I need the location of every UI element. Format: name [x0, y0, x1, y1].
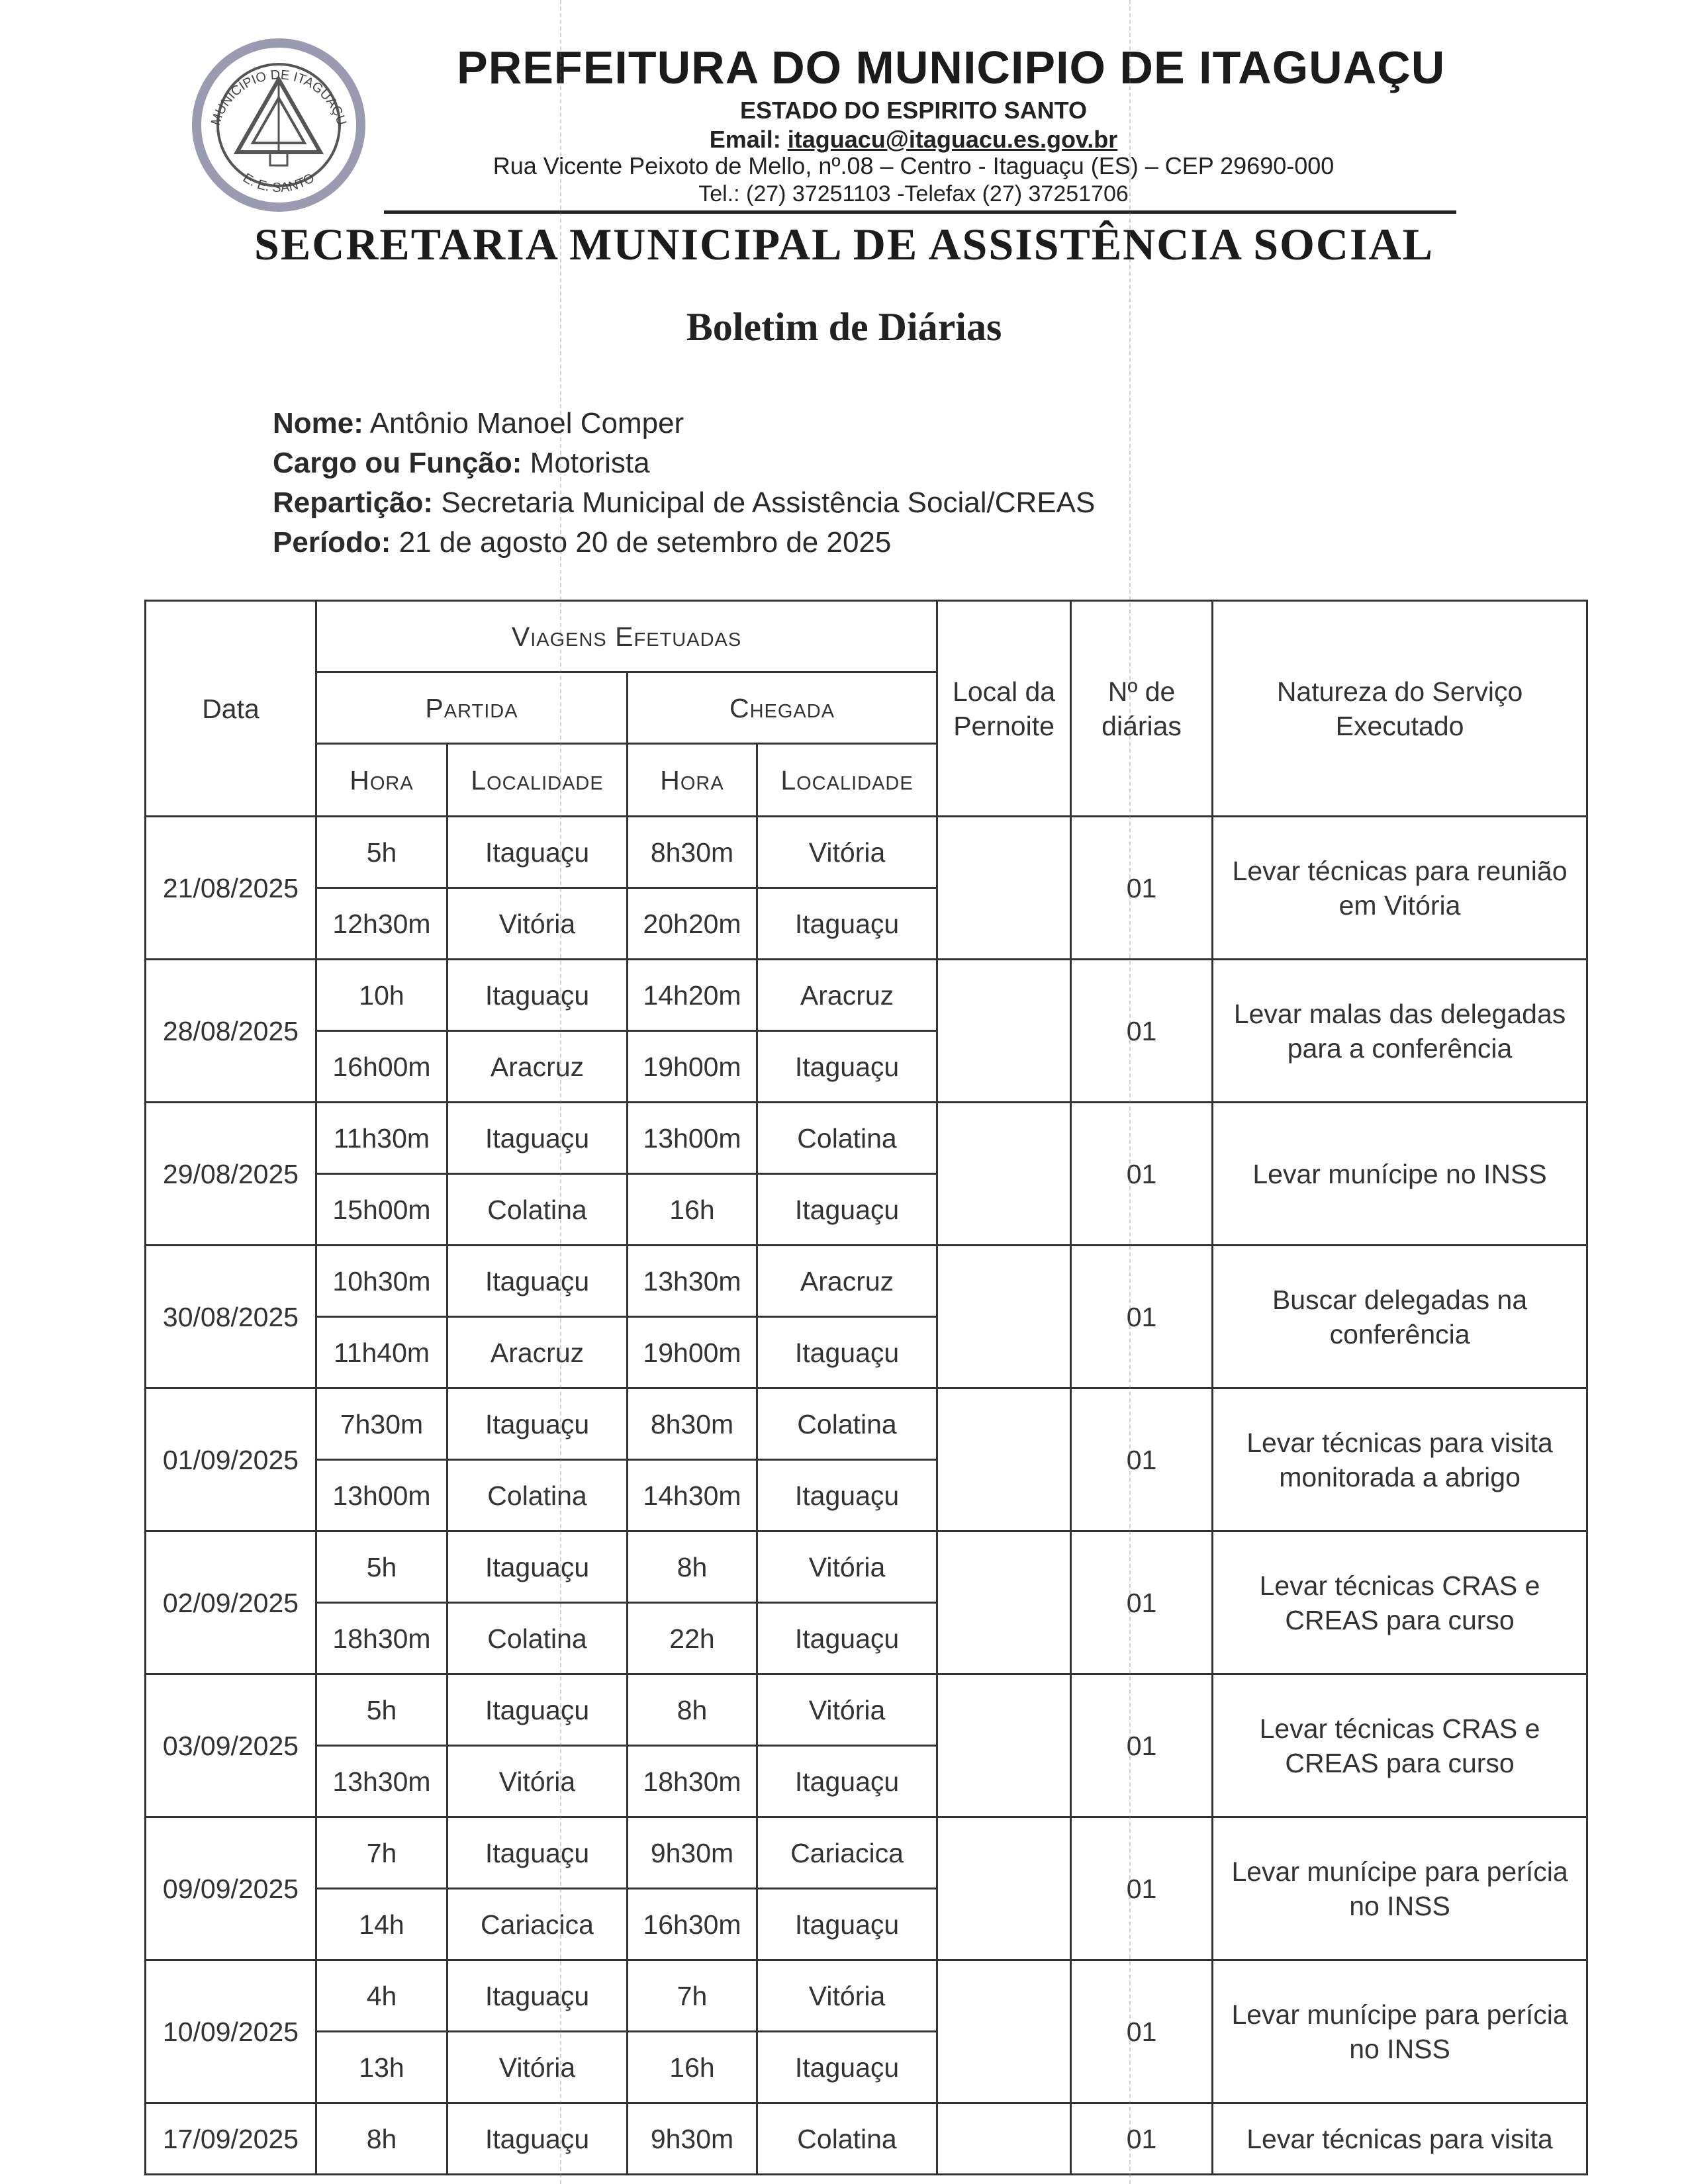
cargo-label: Cargo ou Função:: [273, 447, 522, 479]
col-header-partida: Partida: [316, 672, 628, 744]
email-link[interactable]: itaguacu@itaguacu.es.gov.br: [787, 126, 1118, 153]
cell-partida-localidade: Itaguaçu: [447, 1246, 628, 1317]
col-header-chegada: Chegada: [628, 672, 937, 744]
cell-partida-localidade: Itaguaçu: [447, 960, 628, 1031]
scan-fold-line: [560, 0, 561, 2184]
nome-label: Nome:: [273, 407, 363, 439]
cell-chegada-localidade: Vitória: [757, 1531, 937, 1603]
cell-local-pernoite: [937, 1960, 1071, 2103]
cell-chegada-hora: 8h: [628, 1674, 757, 1746]
cell-data: 29/08/2025: [146, 1103, 316, 1246]
cell-chegada-localidade: Itaguaçu: [757, 1174, 937, 1246]
cell-partida-hora: 18h30m: [316, 1603, 447, 1674]
cell-local-pernoite: [937, 1531, 1071, 1674]
cell-chegada-hora: 16h30m: [628, 1889, 757, 1960]
email-label: Email:: [709, 126, 781, 153]
seal-text-bottom: E. E. SANTO: [240, 170, 317, 196]
nome-line: [273, 404, 1095, 443]
cell-local-pernoite: [937, 2103, 1071, 2175]
cell-chegada-hora: 18h30m: [628, 1746, 757, 1817]
cell-num-diarias: 01: [1071, 817, 1213, 960]
cell-partida-localidade: Aracruz: [447, 1031, 628, 1103]
cell-data: 03/09/2025: [146, 1674, 316, 1817]
cell-chegada-localidade: Aracruz: [757, 960, 937, 1031]
col-header-num-diarias: Nº de diárias: [1071, 601, 1213, 817]
cell-partida-hora: 13h: [316, 2032, 447, 2103]
cell-chegada-localidade: Itaguaçu: [757, 1603, 937, 1674]
cell-local-pernoite: [937, 1817, 1071, 1960]
cell-chegada-localidade: Itaguaçu: [757, 1460, 937, 1531]
periodo-line: [273, 523, 1095, 563]
cell-num-diarias: 01: [1071, 1103, 1213, 1246]
cell-partida-localidade: Vitória: [447, 2032, 628, 2103]
cell-partida-localidade: Itaguaçu: [447, 1531, 628, 1603]
phone-line: Tel.: (27) 37251103 -Telefax (27) 37251706: [698, 181, 1129, 206]
cell-num-diarias: 01: [1071, 1388, 1213, 1531]
cell-num-diarias: 01: [1071, 2103, 1213, 2175]
cell-partida-localidade: Colatina: [447, 1460, 628, 1531]
cell-chegada-localidade: Itaguaçu: [757, 1746, 937, 1817]
cell-partida-hora: 7h30m: [316, 1388, 447, 1460]
cell-partida-hora: 5h: [316, 1531, 447, 1603]
cell-chegada-hora: 7h: [628, 1960, 757, 2032]
cell-partida-localidade: Itaguaçu: [447, 1817, 628, 1889]
email-line: [371, 126, 1456, 154]
cell-chegada-localidade: Vitória: [757, 1960, 937, 2032]
col-header-partida-localidade: Localidade: [447, 744, 628, 817]
cargo-line: [273, 443, 1095, 483]
cell-chegada-localidade: Cariacica: [757, 1817, 937, 1889]
secretaria-title: SECRETARIA MUNICIPAL DE ASSISTÊNCIA SOCIAL: [254, 219, 1434, 269]
cell-partida-hora: 5h: [316, 817, 447, 888]
cell-num-diarias: 01: [1071, 1674, 1213, 1817]
cell-chegada-localidade: Itaguaçu: [757, 2032, 937, 2103]
cell-data: 17/09/2025: [146, 2103, 316, 2175]
reparticao-label: Repartição:: [273, 486, 434, 519]
cell-chegada-localidade: Colatina: [757, 1103, 937, 1174]
col-header-natureza: Natureza do Serviço Executado: [1213, 601, 1587, 817]
cell-chegada-localidade: Aracruz: [757, 1246, 937, 1317]
cell-chegada-localidade: Itaguaçu: [757, 888, 937, 960]
cell-partida-hora: 14h: [316, 1889, 447, 1960]
reparticao-value: Secretaria Municipal de Assistência Social/CREAS: [441, 486, 1096, 519]
cell-num-diarias: 01: [1071, 1246, 1213, 1388]
cell-local-pernoite: [937, 1103, 1071, 1246]
periodo-label: Período:: [273, 526, 391, 559]
cell-chegada-hora: 20h20m: [628, 888, 757, 960]
cell-partida-hora: 4h: [316, 1960, 447, 2032]
cell-natureza: Levar técnicas CRAS e CREAS para curso: [1213, 1674, 1587, 1817]
cell-partida-hora: 10h: [316, 960, 447, 1031]
cell-partida-localidade: Vitória: [447, 1746, 628, 1817]
cell-local-pernoite: [937, 1388, 1071, 1531]
table-row: [146, 817, 1587, 888]
cell-local-pernoite: [937, 1246, 1071, 1388]
table-row: [146, 960, 1587, 1031]
cell-local-pernoite: [937, 960, 1071, 1103]
col-header-viagens: Viagens Efetuadas: [316, 601, 937, 672]
diarias-table: [144, 600, 1588, 2175]
col-header-local-pernoite: Local da Pernoite: [937, 601, 1071, 817]
table-row: [146, 1531, 1587, 1603]
cell-chegada-localidade: Itaguaçu: [757, 1031, 937, 1103]
cell-partida-localidade: Aracruz: [447, 1317, 628, 1388]
cell-natureza: Levar técnicas CRAS e CREAS para curso: [1213, 1531, 1587, 1674]
cell-partida-hora: 16h00m: [316, 1031, 447, 1103]
prefeitura-title: PREFEITURA DO MUNICIPIO DE ITAGUAÇU: [457, 42, 1446, 93]
cell-partida-hora: 11h30m: [316, 1103, 447, 1174]
employee-info: [273, 404, 1095, 563]
cell-chegada-localidade: Colatina: [757, 1388, 937, 1460]
state-line: ESTADO DO ESPIRITO SANTO: [739, 97, 1088, 124]
cell-chegada-hora: 14h20m: [628, 960, 757, 1031]
table-row: [146, 1388, 1587, 1460]
table-row: [146, 1674, 1587, 1746]
cell-local-pernoite: [937, 1674, 1071, 1817]
cell-chegada-hora: 14h30m: [628, 1460, 757, 1531]
document-title: Boletim de Diárias: [686, 305, 1002, 349]
cell-chegada-hora: 8h30m: [628, 817, 757, 888]
cell-partida-hora: 11h40m: [316, 1317, 447, 1388]
cell-natureza: Levar técnicas para visita: [1213, 2103, 1587, 2175]
cell-partida-localidade: Itaguaçu: [447, 1103, 628, 1174]
cell-partida-hora: 8h: [316, 2103, 447, 2175]
cell-chegada-localidade: Colatina: [757, 2103, 937, 2175]
cell-chegada-hora: 13h30m: [628, 1246, 757, 1317]
cell-partida-localidade: Itaguaçu: [447, 1388, 628, 1460]
cell-data: 01/09/2025: [146, 1388, 316, 1531]
cell-data: 28/08/2025: [146, 960, 316, 1103]
cell-chegada-hora: 16h: [628, 2032, 757, 2103]
cell-partida-localidade: Colatina: [447, 1603, 628, 1674]
header-divider: [384, 210, 1456, 214]
seal-text-top: MUNICÍPIO DE ITAGUAÇU: [208, 68, 350, 128]
cell-chegada-hora: 13h00m: [628, 1103, 757, 1174]
cell-natureza: Levar munícipe para perícia no INSS: [1213, 1817, 1587, 1960]
cell-data: 21/08/2025: [146, 817, 316, 960]
table-row: [146, 1246, 1587, 1317]
municipal-seal: [192, 38, 365, 212]
cargo-value: Motorista: [530, 447, 650, 479]
cell-partida-localidade: Vitória: [447, 888, 628, 960]
cell-chegada-hora: 9h30m: [628, 2103, 757, 2175]
cell-partida-localidade: Itaguaçu: [447, 2103, 628, 2175]
cell-natureza: Levar munícipe para perícia no INSS: [1213, 1960, 1587, 2103]
nome-value: Antônio Manoel Comper: [369, 407, 684, 439]
cell-natureza: Levar técnicas para visita monitorada a abrigo: [1213, 1388, 1587, 1531]
cell-data: 09/09/2025: [146, 1817, 316, 1960]
cell-natureza: Levar técnicas para reunião em Vitória: [1213, 817, 1587, 960]
reparticao-line: [273, 483, 1095, 523]
table-row: [146, 1960, 1587, 2032]
cell-num-diarias: 01: [1071, 1531, 1213, 1674]
cell-partida-hora: 13h30m: [316, 1746, 447, 1817]
cell-chegada-hora: 22h: [628, 1603, 757, 1674]
cell-chegada-localidade: Itaguaçu: [757, 1889, 937, 1960]
scan-fold-line: [1129, 0, 1131, 2184]
cell-num-diarias: 01: [1071, 960, 1213, 1103]
cell-num-diarias: 01: [1071, 1960, 1213, 2103]
cell-chegada-localidade: Vitória: [757, 1674, 937, 1746]
cell-partida-localidade: Itaguaçu: [447, 1960, 628, 2032]
table-row: [146, 1817, 1587, 1889]
periodo-value: 21 de agosto 20 de setembro de 2025: [399, 526, 892, 559]
cell-partida-localidade: Itaguaçu: [447, 1674, 628, 1746]
cell-chegada-hora: 19h00m: [628, 1317, 757, 1388]
cell-chegada-localidade: Vitória: [757, 817, 937, 888]
cell-partida-hora: 15h00m: [316, 1174, 447, 1246]
cell-partida-hora: 5h: [316, 1674, 447, 1746]
cell-partida-localidade: Cariacica: [447, 1889, 628, 1960]
cell-local-pernoite: [937, 817, 1071, 960]
col-header-chegada-hora: Hora: [628, 744, 757, 817]
cell-chegada-hora: 9h30m: [628, 1817, 757, 1889]
cell-chegada-hora: 8h: [628, 1531, 757, 1603]
cell-partida-hora: 12h30m: [316, 888, 447, 960]
cell-chegada-hora: 8h30m: [628, 1388, 757, 1460]
cell-natureza: Levar malas das delegadas para a conferência: [1213, 960, 1587, 1103]
cell-data: 30/08/2025: [146, 1246, 316, 1388]
cell-data: 02/09/2025: [146, 1531, 316, 1674]
cell-natureza: Buscar delegadas na conferência: [1213, 1246, 1587, 1388]
cell-chegada-hora: 19h00m: [628, 1031, 757, 1103]
cell-natureza: Levar munícipe no INSS: [1213, 1103, 1587, 1246]
table-row: [146, 2103, 1587, 2175]
cell-data: 10/09/2025: [146, 1960, 316, 2103]
address-line: Rua Vicente Peixoto de Mello, nº.08 – Centro - Itaguaçu (ES) – CEP 29690-000: [492, 152, 1335, 179]
col-header-data: Data: [146, 601, 316, 817]
cell-partida-localidade: Itaguaçu: [447, 817, 628, 888]
cell-partida-hora: 10h30m: [316, 1246, 447, 1317]
cell-chegada-hora: 16h: [628, 1174, 757, 1246]
table-row: [146, 1103, 1587, 1174]
cell-chegada-localidade: Itaguaçu: [757, 1317, 937, 1388]
cell-num-diarias: 01: [1071, 1817, 1213, 1960]
cell-partida-localidade: Colatina: [447, 1174, 628, 1246]
cell-partida-hora: 7h: [316, 1817, 447, 1889]
col-header-partida-hora: Hora: [316, 744, 447, 817]
cell-partida-hora: 13h00m: [316, 1460, 447, 1531]
col-header-chegada-localidade: Localidade: [757, 744, 937, 817]
